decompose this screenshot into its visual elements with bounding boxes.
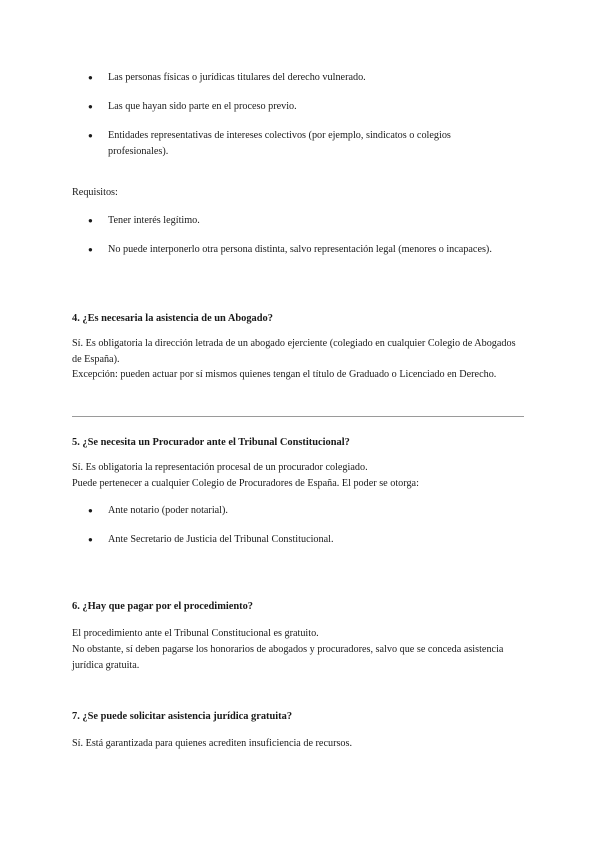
list-item: ● Ante notario (poder notarial).: [88, 503, 528, 519]
section-6-heading: 6. ¿Hay que pagar por el procedimiento?: [72, 601, 253, 612]
section-4-paragraph-2: Excepción: pueden actuar por sí mismos quienes tengan el título de Graduado o Licenciado en Derecho.: [72, 369, 497, 380]
section-4-paragraph-1: Sí. Es obligatoria la dirección letrada de un abogado ejerciente (colegiado en cualquier Colegio de Abogados de España).: [72, 338, 516, 365]
list-item: ● Las personas físicas o jurídicas titulares del derecho vulnerado.: [88, 70, 528, 86]
section-6-paragraph-1: El procedimiento ante el Tribunal Constitucional es gratuito.: [72, 628, 319, 639]
list-item: ● Entidades representativas de intereses colectivos (por ejemplo, sindicatos o colegios profesionales).: [88, 128, 528, 160]
requisitos-label: Requisitos:: [72, 187, 118, 198]
legitimados-list: [88, 70, 528, 160]
list-item: ● Las que hayan sido parte en el proceso previo.: [88, 99, 528, 115]
section-6-paragraph-2: No obstante, sí deben pagarse los honorarios de abogados y procuradores, salvo que se conceda asistencia jurídica gratuita.: [72, 644, 504, 671]
section-5-paragraph-2: Puede pertenecer a cualquier Colegio de Procuradores de España. El poder se otorga:: [72, 478, 419, 489]
list-item: ● Ante Secretario de Justicia del Tribunal Constitucional.: [88, 532, 528, 548]
section-4-heading: 4. ¿Es necesaria la asistencia de un Abogado?: [72, 313, 273, 324]
horizontal-divider: [72, 416, 524, 417]
section-7-heading: 7. ¿Se puede solicitar asistencia jurídica gratuita?: [72, 711, 293, 722]
section-5-heading: 5. ¿Se necesita un Procurador ante el Tribunal Constitucional?: [72, 437, 350, 448]
section-5-paragraph-1: Sí. Es obligatoria la representación procesal de un procurador colegiado.: [72, 462, 368, 473]
requisitos-list: [88, 213, 538, 258]
list-item: ● No puede interponerlo otra persona distinta, salvo representación legal (menores o incapaces).: [88, 242, 538, 258]
section-7-paragraph-1: Sí. Está garantizada para quienes acrediten insuficiencia de recursos.: [72, 738, 353, 749]
list-item: ● Tener interés legítimo.: [88, 213, 538, 229]
poder-list: [88, 503, 528, 548]
